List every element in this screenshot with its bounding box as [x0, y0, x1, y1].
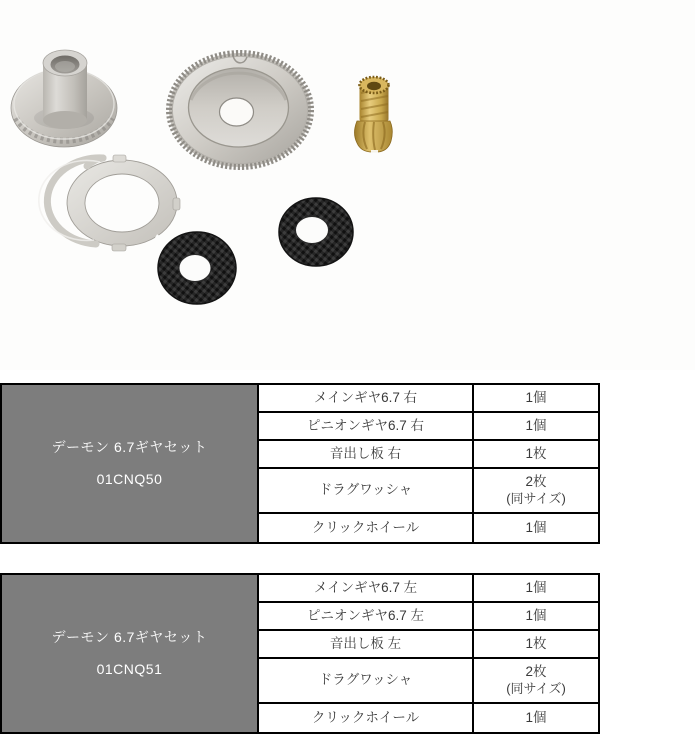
product-code: 01CNQ50 — [96, 471, 163, 487]
part-name: 音出し板 右 — [258, 440, 473, 468]
main-gear-photo — [169, 53, 311, 167]
qty-note: (同サイズ) — [506, 680, 566, 696]
part-name: ドラグワッシャ — [258, 658, 473, 703]
part-qty — [473, 468, 599, 513]
photo-background — [0, 0, 695, 370]
part-name: メインギヤ6.7 右 — [258, 384, 473, 412]
part-qty: 1個 — [473, 574, 599, 602]
part-qty: 1個 — [473, 412, 599, 440]
qty-value: 2枚 — [525, 473, 547, 489]
drag-washer-photo — [279, 198, 353, 266]
pinion-gear-photo — [355, 77, 393, 154]
part-qty: 1個 — [473, 602, 599, 630]
product-photo — [0, 0, 695, 370]
part-qty — [473, 658, 599, 703]
product-code: 01CNQ51 — [96, 661, 163, 677]
part-name: ピニオンギヤ6.7 左 — [258, 602, 473, 630]
part-name: ドラグワッシャ — [258, 468, 473, 513]
qty-value: 2枚 — [525, 663, 547, 679]
part-qty: 1枚 — [473, 630, 599, 658]
part-name: クリックホイール — [258, 513, 473, 543]
product-name: デーモン 6.7ギヤセット — [51, 628, 208, 645]
part-name: クリックホイール — [258, 703, 473, 733]
qty-note: (同サイズ) — [506, 490, 566, 506]
spec-table-01cnq51 — [0, 573, 600, 734]
part-name: ピニオンギヤ6.7 右 — [258, 412, 473, 440]
part-qty: 1個 — [473, 703, 599, 733]
part-qty: 1枚 — [473, 440, 599, 468]
drag-washer-photo — [158, 232, 236, 304]
product-cell — [1, 384, 258, 543]
part-qty: 1個 — [473, 513, 599, 543]
part-name: 音出し板 左 — [258, 630, 473, 658]
spec-table-01cnq50 — [0, 383, 600, 544]
part-name: メインギヤ6.7 左 — [258, 574, 473, 602]
product-cell — [1, 574, 258, 733]
part-qty: 1個 — [473, 384, 599, 412]
product-name: デーモン 6.7ギヤセット — [51, 438, 208, 455]
